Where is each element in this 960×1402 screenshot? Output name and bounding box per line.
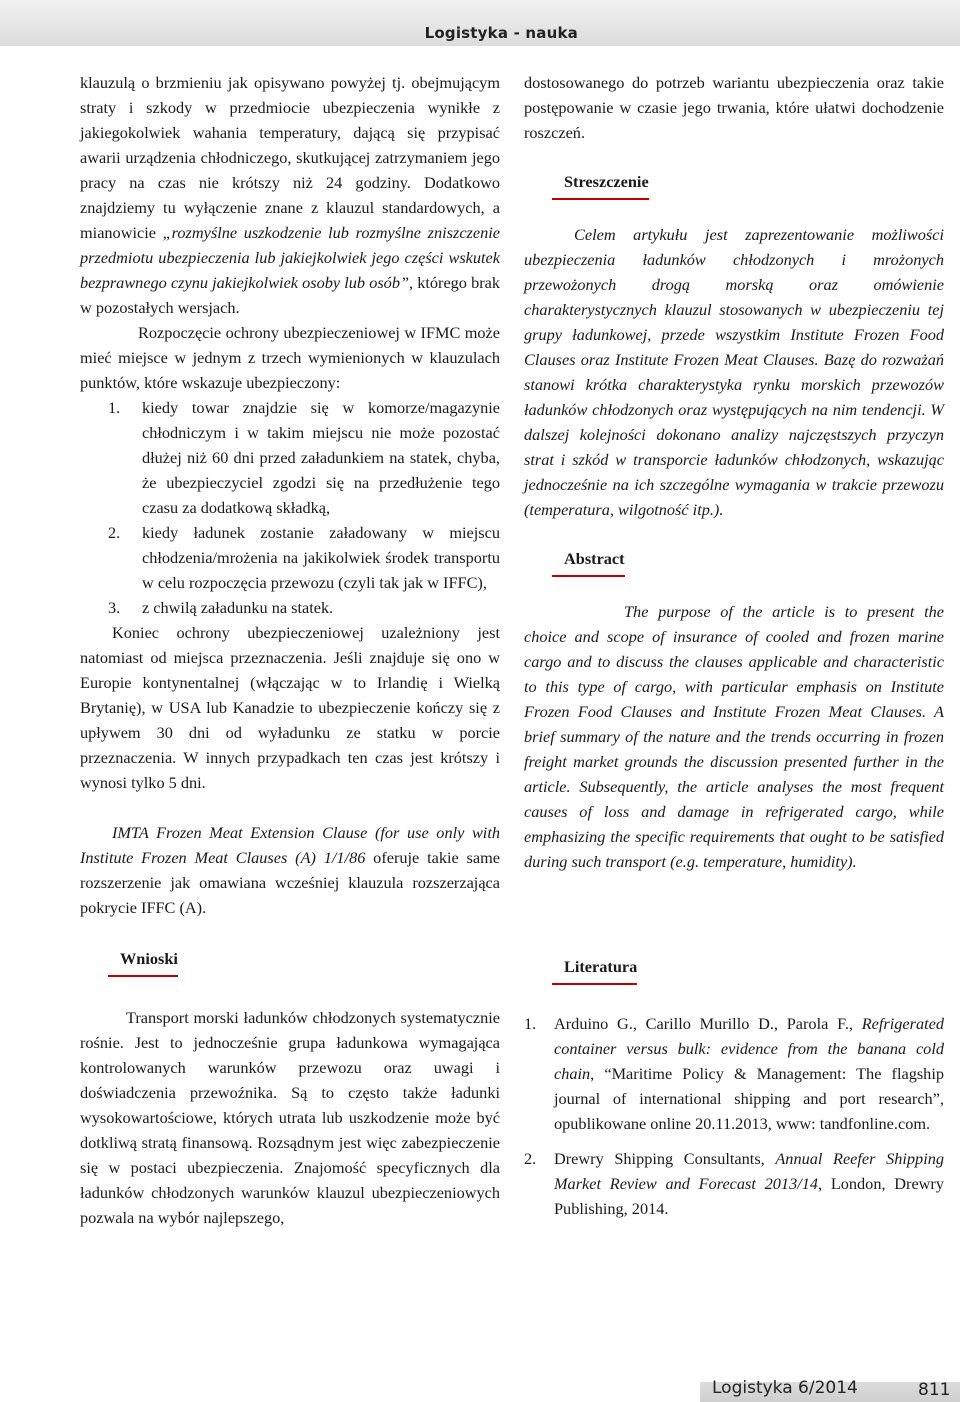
reference-item: 2. Drewry Shipping Consultants, Annual Reefer Shipping Market Review and Forecast 2013/14, London, Drewry Publishing, 2014. <box>524 1149 945 1218</box>
paragraph: Transport morski ładunków chłodzonych systematycznie rośnie. Jest to jednocześnie grupa ładunkowa wymagająca kontrolowanych warunków przewozu oraz uwagi i doświadczenia przewoźnika. Są to często także ładunki wysokowartościowe, których utrata lub uszkodzenie może być dotkliwą stratą finansową. Rozsądnym jest więc zabezpieczenie się w postaci ubezpieczenia. Znajomość specyficznych dla ładunków chłodzonych warunków klauzul ubezpieczeniowych pozwala na wybór najlepszego, <box>80 1008 500 1227</box>
section-heading-streszczenie: Streszczenie <box>552 169 649 200</box>
paragraph: dostosowanego do potrzeb wariantu ubezpieczenia oraz takie postępowanie w czasie jego trwania, które ułatwi dochodzenie roszczeń. <box>524 73 944 142</box>
section-heading-abstract: Abstract <box>552 546 625 577</box>
list-item: 3. z chwilą załadunku na statek. <box>108 598 334 617</box>
paragraph: Rozpoczęcie ochrony ubezpieczeniowej w IFMC może mieć miejsce w jednym z trzech wymienionych w klauzulach punktów, które wskazuje ubezpieczony: <box>80 323 500 392</box>
footer-journal: Logistyka 6/2014 <box>712 1378 858 1398</box>
list-item: 1. kiedy towar znajdzie się w komorze/magazynie chłodniczym i w takim miejscu nie może pozostać dłużej niż 60 dni przed załadunkiem na statek, chyba, że ubezpieczyciel zgodzi się na przedłużenie tego czasu za dodatkową składką, <box>108 398 500 517</box>
section-heading-wnioski: Wnioski <box>108 946 178 977</box>
right-column <box>524 70 944 1221</box>
paragraph: Koniec ochrony ubezpieczeniowej uzależniony jest natomiast od miejsca przeznaczenia. Jeśli znajduje się ono w Europie kontynentalnej (włączając w to Irlandię i Wielką Brytanię), w USA lub Kanadzie to ubezpieczenie kończy się z upływem 30 dni od wyładunku ze statku w porcie przeznaczenia. W innych przypadkach ten czas jest krótszy i wynosi tylko 5 dni. <box>80 623 500 792</box>
reference-item: 1. Arduino G., Carillo Murillo D., Parola F., Refrigerated container versus bulk: evidence from the banana cold chain, “Maritime Policy & Management: The flagship journal of international shipping and port research”, opublikowane online 20.11.2013, www: tandfonline.com. <box>524 1014 944 1133</box>
left-column <box>80 70 500 1230</box>
paragraph: Celem artykułu jest zaprezentowanie możliwości ubezpieczenia ładunków chłodzonych i mrożonych przewożonych drogą morską oraz omówienie charakterystycznych klauzul stosowanych w ubezpieczeniu tej grupy ładunkowej, przede wszystkim Institute Frozen Food Clauses oraz Institute Frozen Meat Clauses. Bazę do rozważań stanowi krótka charakterystyka rynku morskich przewozów ładunków chłodzonych oraz występujących na nim tendencji. W dalszej kolejności dokonano analizy najczęstszych przyczyn strat i szkód w transporcie ładunków chłodzonych, wskazując jednocześnie na ich szczególne wymagania w trakcie przewozu (temperatura, wilgotność itp.). <box>524 225 944 519</box>
section-heading-literatura: Literatura <box>552 954 637 985</box>
running-header-title: Logistyka - nauka <box>424 24 578 42</box>
paragraph: IMTA Frozen Meat Extension Clause (for use only with Institute Frozen Meat Clauses (A) 1/1/86 oferuje takie same rozszerzenie jak omawiana wcześniej klauzula rozszerzająca pokrycie IFFC (A). <box>80 823 500 917</box>
page-number: 811 <box>918 1380 951 1400</box>
list-item: 2. kiedy ładunek zostanie załadowany w miejscu chłodzenia/mrożenia na jakikolwiek środek transportu w celu rozpoczęcia przewozu (czyli tak jak w IFFC), <box>108 523 500 592</box>
paragraph: The purpose of the article is to present the choice and scope of insurance of cooled and frozen marine cargo and to discuss the clauses applicable and characteristic to this type of cargo, with particular emphasis on Institute Frozen Food Clauses and Institute Frozen Meat Clauses. A brief summary of the nature and the trends occurring in frozen freight market grounds the discussion presented further in the article. Subsequently, the article analyses the most frequent causes of loss and damage in refrigerated cargo, while emphasizing the specific requirements that ought to be satisfied during such transport (e.g. temperature, humidity). <box>524 602 944 871</box>
paragraph: klauzulą o brzmieniu jak opisywano powyżej tj. obejmującym straty i szkody w przedmiocie ubezpieczenia wynikłe z jakiegokolwiek wahania temperatury, dającą się przypisać awarii urządzenia chłodniczego, skutkującej zatrzymaniem jego pracy na czas nie krótszy niż 24 godziny. Dodatkowo znajdziemy tu wyłączenie znane z klauzul standardowych, a mianowicie „rozmyślne uszkodzenie lub rozmyślne zniszczenie przedmiotu ubezpieczenia lub jakiejkolwiek jego części wskutek bezprawnego czynu jakiejkolwiek osoby lub osób”, którego brak w pozostałych wersjach. <box>80 73 501 317</box>
